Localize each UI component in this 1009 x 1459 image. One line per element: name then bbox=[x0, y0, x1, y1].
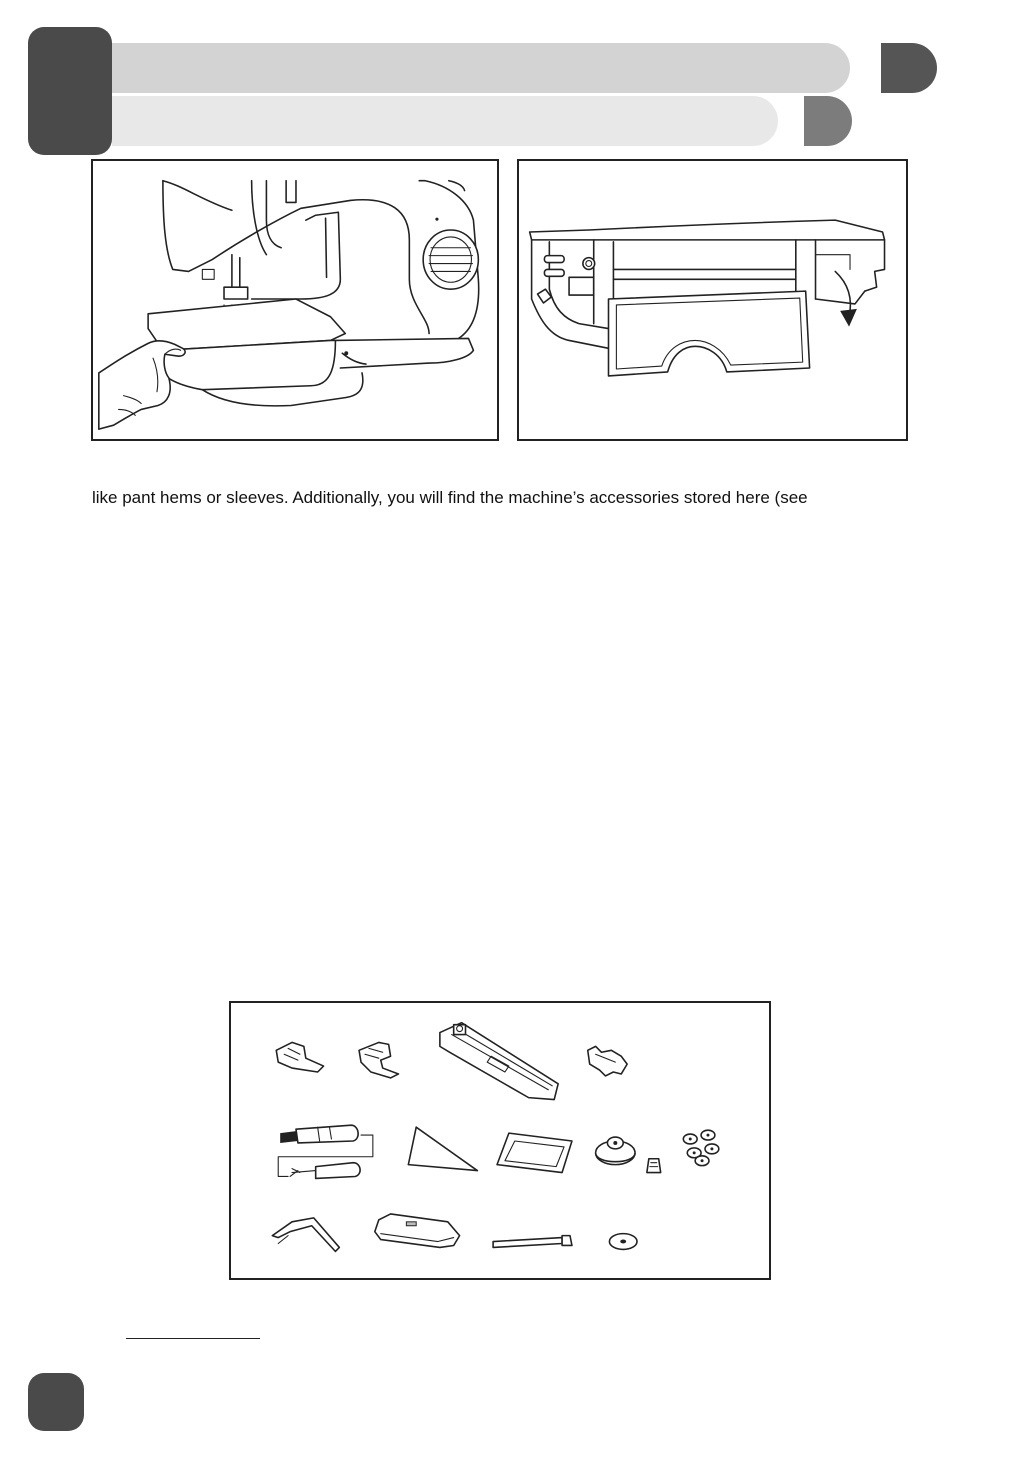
spool-pin-icon bbox=[493, 1236, 572, 1248]
section-tab bbox=[28, 27, 112, 155]
edge-guide-icon bbox=[408, 1127, 477, 1170]
header-bar-subtitle bbox=[112, 96, 778, 146]
quilting-guide-icon bbox=[272, 1218, 339, 1252]
figure-accessories bbox=[229, 1001, 771, 1280]
bobbins-icon bbox=[683, 1130, 718, 1165]
buttonhole-foot-icon bbox=[359, 1042, 398, 1077]
accessory-box-illustration-icon bbox=[519, 161, 906, 439]
seam-ripper-brush-icon bbox=[278, 1125, 373, 1178]
header-bar-subcap bbox=[804, 96, 852, 146]
sewing-machine-illustration-icon bbox=[93, 161, 497, 439]
buttonhole-slider-icon bbox=[440, 1023, 558, 1100]
spool-cap-icon bbox=[596, 1137, 661, 1172]
header-bar-title bbox=[112, 43, 850, 93]
header-bar-cap bbox=[881, 43, 937, 93]
figure-accessory-box bbox=[517, 159, 908, 441]
needle-pack-icon bbox=[497, 1133, 572, 1172]
page-number-tab bbox=[28, 1373, 84, 1431]
felt-washer-icon bbox=[609, 1234, 637, 1250]
button-sewing-foot-icon bbox=[588, 1046, 627, 1076]
body-paragraph-line: like pant hems or sleeves. Additionally, you will find the machine’s accessories stored here (see bbox=[92, 488, 808, 507]
accessory-set-illustration bbox=[231, 1003, 769, 1278]
zipper-foot-icon bbox=[276, 1042, 323, 1072]
figure-sewing-machine bbox=[91, 159, 499, 441]
darning-plate-icon bbox=[375, 1214, 460, 1248]
footnote-divider bbox=[126, 1338, 260, 1339]
